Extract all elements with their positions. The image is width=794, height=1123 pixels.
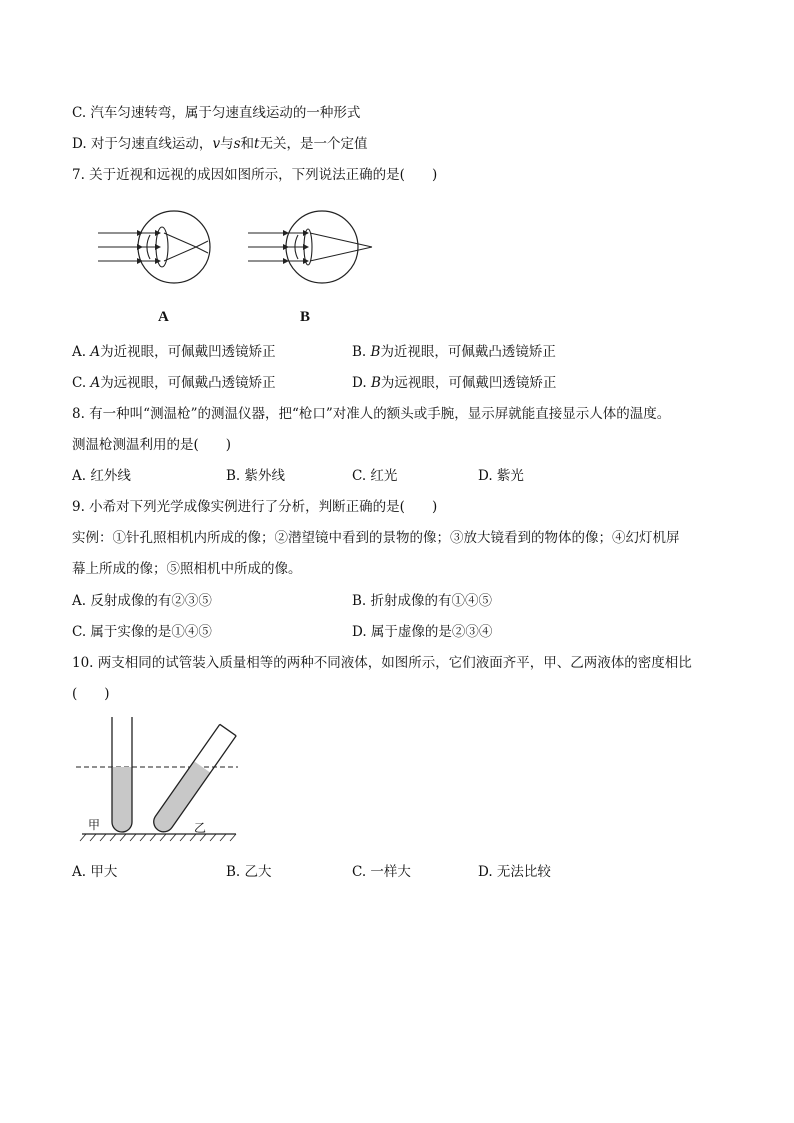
q8-option-a: A. 红外线 (72, 468, 131, 484)
q6-option-d-suffix: 无关，是一个定值 (259, 136, 368, 152)
q6-var-s: s (233, 136, 241, 152)
tube-yi (150, 724, 236, 835)
q9-examples-line2: 幕上所成的像；⑤照相机中所成的像。 (72, 561, 302, 577)
q7-option-a-prefix: A. (72, 344, 91, 360)
q7-option-c-text: 为远视眼，可佩戴凸透镜矫正 (100, 375, 276, 391)
q7-option-b-var: B (370, 344, 381, 360)
q6-option-c: C. 汽车匀速转弯，属于匀速直线运动的一种形式 (72, 105, 361, 121)
q10-option-a: A. 甲大 (72, 864, 118, 880)
tube-yi-label: 乙 (194, 821, 207, 835)
q9-option-c: C. 属于实像的是①④⑤ (72, 624, 212, 640)
q8-stem-line2: 测温枪测温利用的是( ) (72, 437, 232, 453)
q10-option-d: D. 无法比较 (478, 864, 551, 880)
eye-a-label: A (158, 309, 169, 325)
q6-var-v: v (212, 136, 221, 152)
q7-option-a-text: 为近视眼，可佩戴凹透镜矫正 (100, 344, 276, 360)
eye-b-diagram (248, 211, 372, 283)
q6-option-d-prefix: D. 对于匀速直线运动， (72, 136, 213, 152)
tube-jia-label: 甲 (88, 818, 101, 832)
q7-option-b (352, 343, 556, 361)
q8-option-b: B. 紫外线 (226, 468, 286, 484)
tube-jia (112, 717, 132, 832)
q7-option-c-var: A (90, 375, 101, 391)
q7-option-a (72, 343, 276, 361)
q9-stem: 9. 小希对下列光学成像实例进行了分析，判断正确的是( ) (72, 499, 438, 515)
q8-option-c: C. 红光 (352, 468, 398, 484)
q6-option-d (72, 135, 367, 153)
q7-option-d-text: 为远视眼，可佩戴凹透镜矫正 (380, 375, 557, 391)
q7-option-b-prefix: B. (352, 344, 371, 360)
eye-diagram (92, 205, 392, 330)
q8-option-d: D. 紫光 (478, 468, 524, 484)
q8-stem-line1: 8. 有一种叫“测温枪”的测温仪器，把“枪口”对准人的额头或手腕，显示屏就能直接显示人体的温度。 (72, 406, 671, 422)
q9-examples-line1: 实例：①针孔照相机内所成的像；②潜望镜中看到的景物的像；③放大镜看到的物体的像；④幻灯机屏 (72, 530, 680, 546)
q7-option-d-prefix: D. (352, 375, 371, 391)
q9-option-a: A. 反射成像的有②③⑤ (72, 593, 212, 609)
q7-stem: 7. 关于近视和远视的成因如图所示，下列说法正确的是( ) (72, 167, 438, 183)
test-tube-diagram (72, 712, 242, 842)
q9-option-d: D. 属于虚像的是②③④ (352, 624, 493, 640)
eye-b-label: B (300, 309, 311, 325)
q6-var-t: t (254, 136, 260, 152)
q6-option-d-mid1: 与 (220, 136, 234, 152)
q7-option-c (72, 374, 276, 392)
q6-option-d-mid2: 和 (240, 136, 255, 152)
q7-option-b-text: 为近视眼，可佩戴凸透镜矫正 (380, 344, 556, 360)
eye-a-diagram (98, 211, 210, 283)
q7-option-a-var: A (90, 344, 101, 360)
q9-option-b: B. 折射成像的有①④⑤ (352, 593, 493, 609)
q10-stem-line2: ( ) (72, 686, 110, 702)
q10-option-b: B. 乙大 (226, 864, 272, 880)
q7-option-d (352, 374, 556, 392)
q7-option-c-prefix: C. (72, 375, 91, 391)
q10-stem-line1: 10. 两支相同的试管装入质量相等的两种不同液体，如图所示，它们液面齐平，甲、乙两液体的密度相比 (72, 655, 692, 671)
q10-option-c: C. 一样大 (352, 864, 411, 880)
q7-option-d-var: B (370, 375, 381, 391)
